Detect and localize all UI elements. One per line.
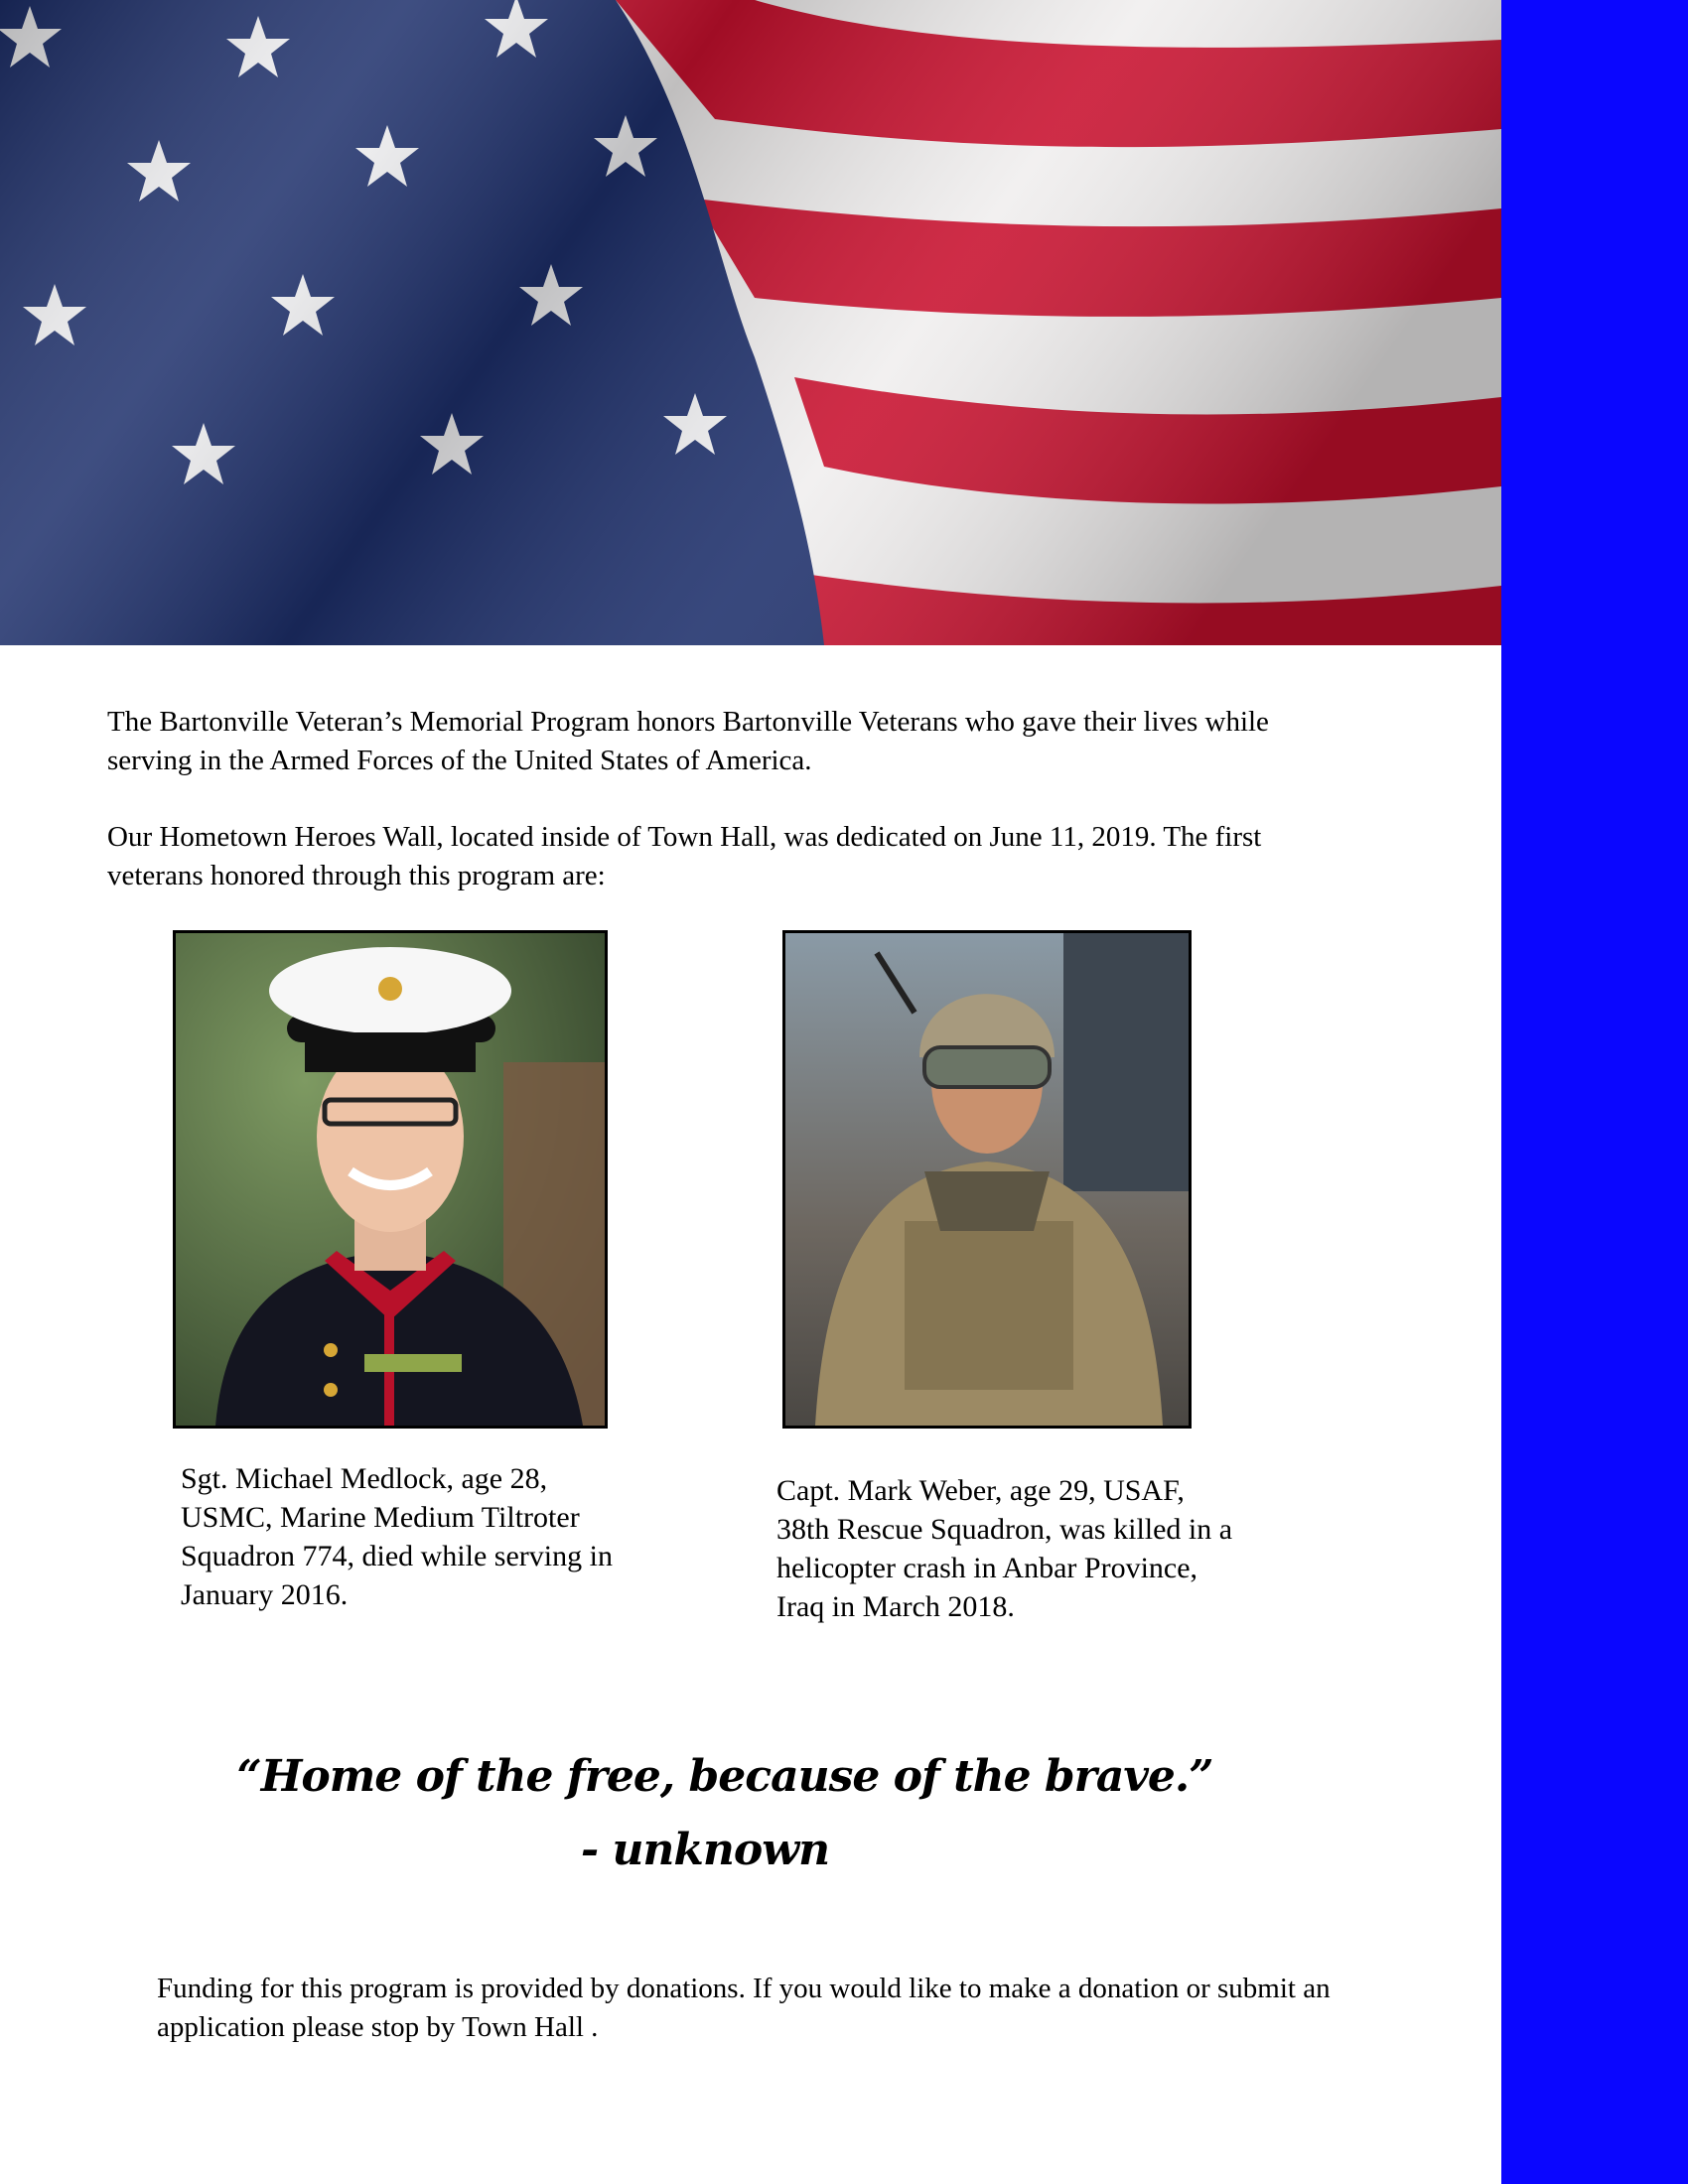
flag-image — [0, 0, 1501, 645]
intro-paragraph-1: The Bartonville Veteran’s Memorial Program honors Bartonville Veterans who gave their lives while serving in the Armed Forces of the United States of America. — [107, 706, 1269, 776]
marine-portrait-photo — [173, 930, 608, 1429]
side-color-bar — [1501, 0, 1688, 2184]
american-flag-banner — [0, 0, 1501, 645]
airman-field-photo — [782, 930, 1192, 1429]
quote-text: “Home of the free, because of the brave.” — [236, 1751, 1213, 1802]
funding-note: Funding for this program is provided by donations. If you would like to make a donation or submit an application please stop by Town Hall . — [157, 1973, 1331, 2043]
veteran-caption-weber: Capt. Mark Weber, age 29, USAF, 38th Rescue Squadron, was killed in a helicopter crash in Anbar Province, Iraq in March 2018. — [776, 1474, 1233, 1623]
intro-paragraph-2: Our Hometown Heroes Wall, located inside of Town Hall, was dedicated on June 11, 2019. The first veterans honored through this program are: — [107, 821, 1262, 891]
quote-attribution: - unknown — [580, 1825, 830, 1875]
veteran-caption-medlock: Sgt. Michael Medlock, age 28, USMC, Marine Medium Tiltroter Squadron 774, died while serving in January 2016. — [181, 1462, 613, 1611]
